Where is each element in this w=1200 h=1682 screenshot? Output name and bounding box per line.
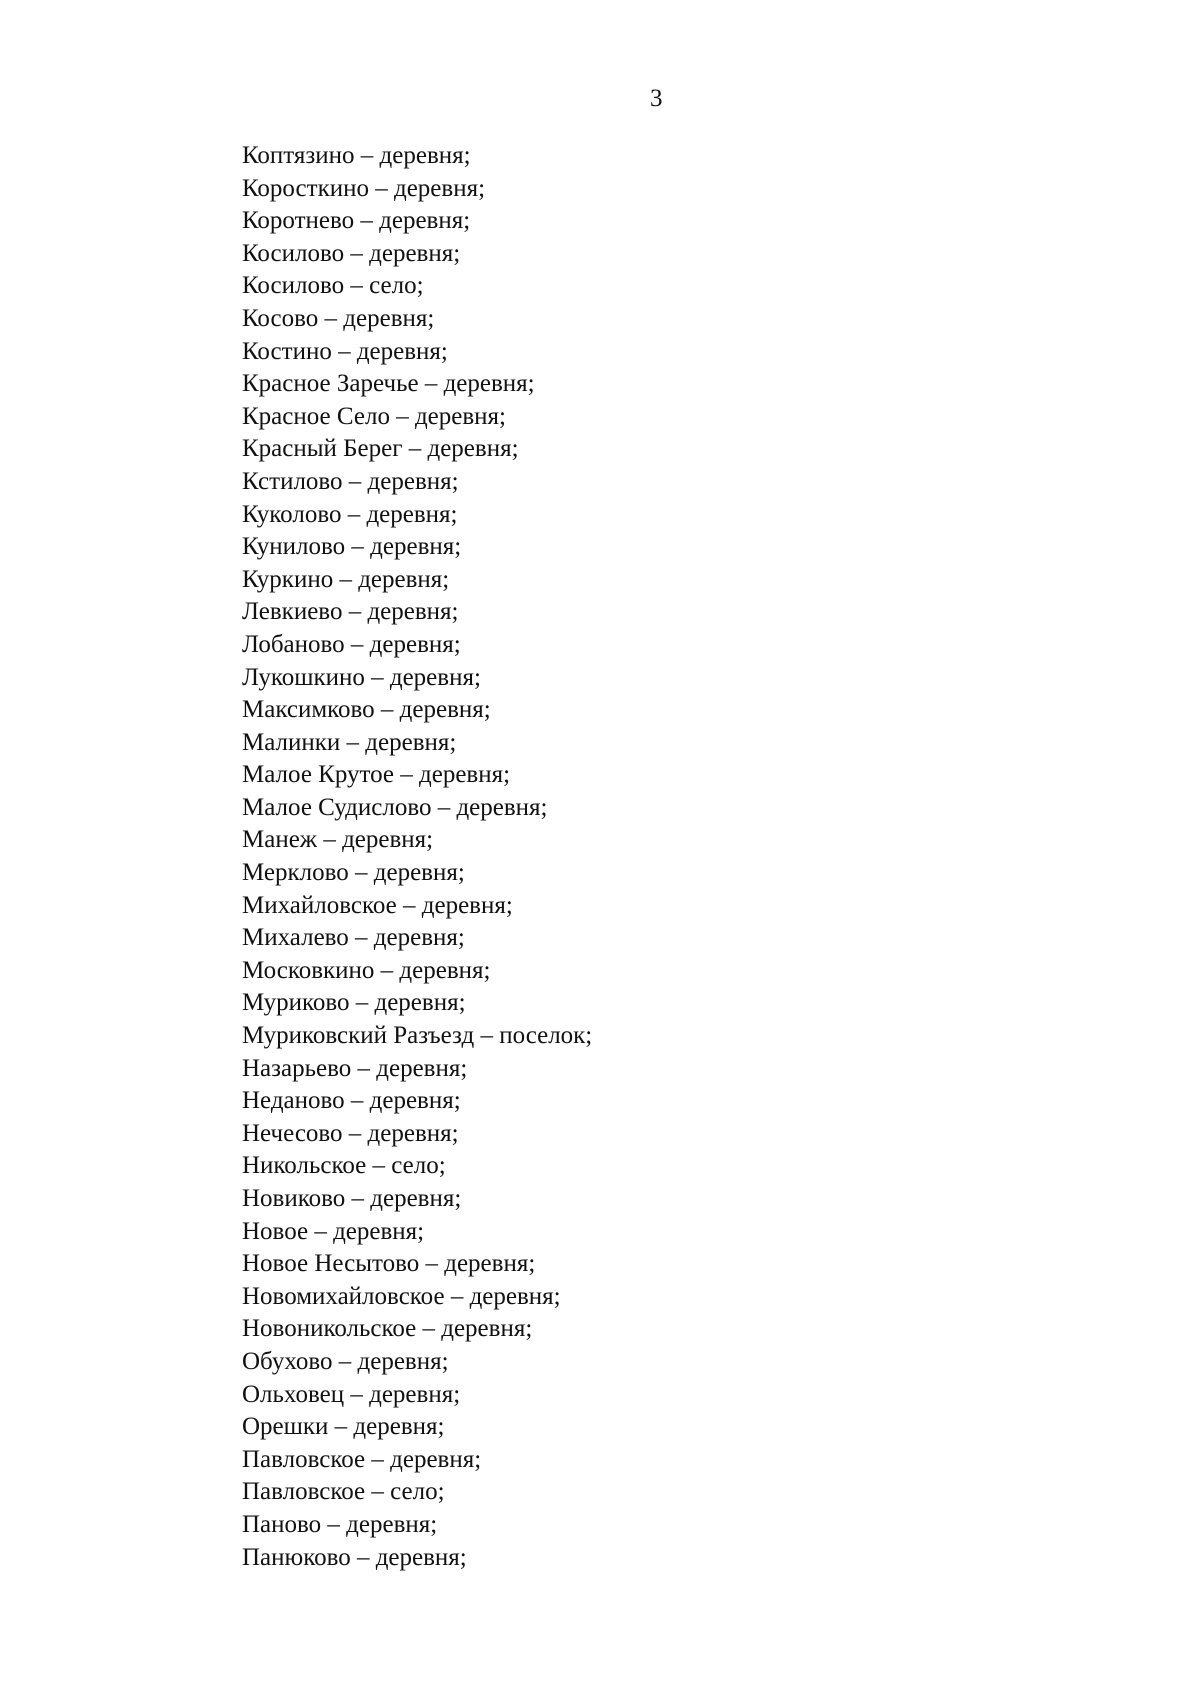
list-item: Новомихайловское – деревня;	[242, 1282, 561, 1310]
list-item: Муриковский Разъезд – поселок;	[242, 1022, 593, 1050]
list-item: Новоникольское – деревня;	[242, 1315, 533, 1343]
list-item: Нечесово – деревня;	[242, 1119, 459, 1147]
list-item: Косилово – село;	[242, 272, 424, 300]
list-item: Малое Судислово – деревня;	[242, 793, 548, 821]
list-item: Красный Берег – деревня;	[242, 435, 519, 463]
list-item: Новиково – деревня;	[242, 1185, 462, 1212]
list-item: Мерклово – деревня;	[242, 859, 465, 887]
list-item: Кунилово – деревня;	[242, 533, 462, 561]
list-item: Малинки – деревня;	[242, 728, 457, 756]
list-item: Косилово – деревня;	[242, 239, 461, 267]
list-item: Манеж – деревня;	[242, 826, 434, 854]
list-item: Обухово – деревня;	[242, 1347, 449, 1375]
list-item: Лобаново – деревня;	[242, 630, 461, 658]
list-item: Левкиево – деревня;	[242, 598, 459, 626]
list-item: Лукошкино – деревня;	[242, 663, 481, 691]
list-item: Назарьево – деревня;	[242, 1054, 468, 1082]
list-item: Новое – деревня;	[242, 1217, 425, 1245]
list-item: Кстилово – деревня;	[242, 467, 459, 495]
list-item: Паново – деревня;	[242, 1510, 438, 1538]
list-item: Павловское – деревня;	[242, 1445, 482, 1473]
list-item: Орешки – деревня;	[242, 1413, 445, 1441]
page-number: 3	[650, 85, 663, 112]
list-item: Панюково – деревня;	[242, 1543, 467, 1571]
list-item: Михалево – деревня;	[242, 924, 465, 952]
list-item: Павловское – село;	[242, 1478, 445, 1506]
list-item: Красное Заречье – деревня;	[242, 370, 535, 398]
list-item: Куколово – деревня;	[242, 500, 458, 528]
settlement-list	[242, 140, 592, 1574]
list-item: Коптязино – деревня;	[242, 142, 471, 169]
list-item: Ольховец – деревня;	[242, 1380, 461, 1408]
list-item: Московкино – деревня;	[242, 956, 491, 984]
list-item: Коросткино – деревня;	[242, 174, 486, 202]
list-item: Красное Село – деревня;	[242, 402, 506, 430]
list-item: Косово – деревня;	[242, 304, 435, 332]
list-item: Никольское – село;	[242, 1152, 446, 1180]
list-item: Куркино – деревня;	[242, 565, 450, 593]
list-item: Максимково – деревня;	[242, 696, 491, 724]
list-item: Михайловское – деревня;	[242, 891, 513, 919]
list-item: Новое Несытово – деревня;	[242, 1250, 536, 1278]
list-item: Муриково – деревня;	[242, 989, 466, 1017]
list-item: Коротнево – деревня;	[242, 207, 471, 235]
list-item: Костино – деревня;	[242, 337, 448, 365]
list-item: Неданово – деревня;	[242, 1087, 461, 1115]
list-item: Малое Крутое – деревня;	[242, 761, 511, 789]
